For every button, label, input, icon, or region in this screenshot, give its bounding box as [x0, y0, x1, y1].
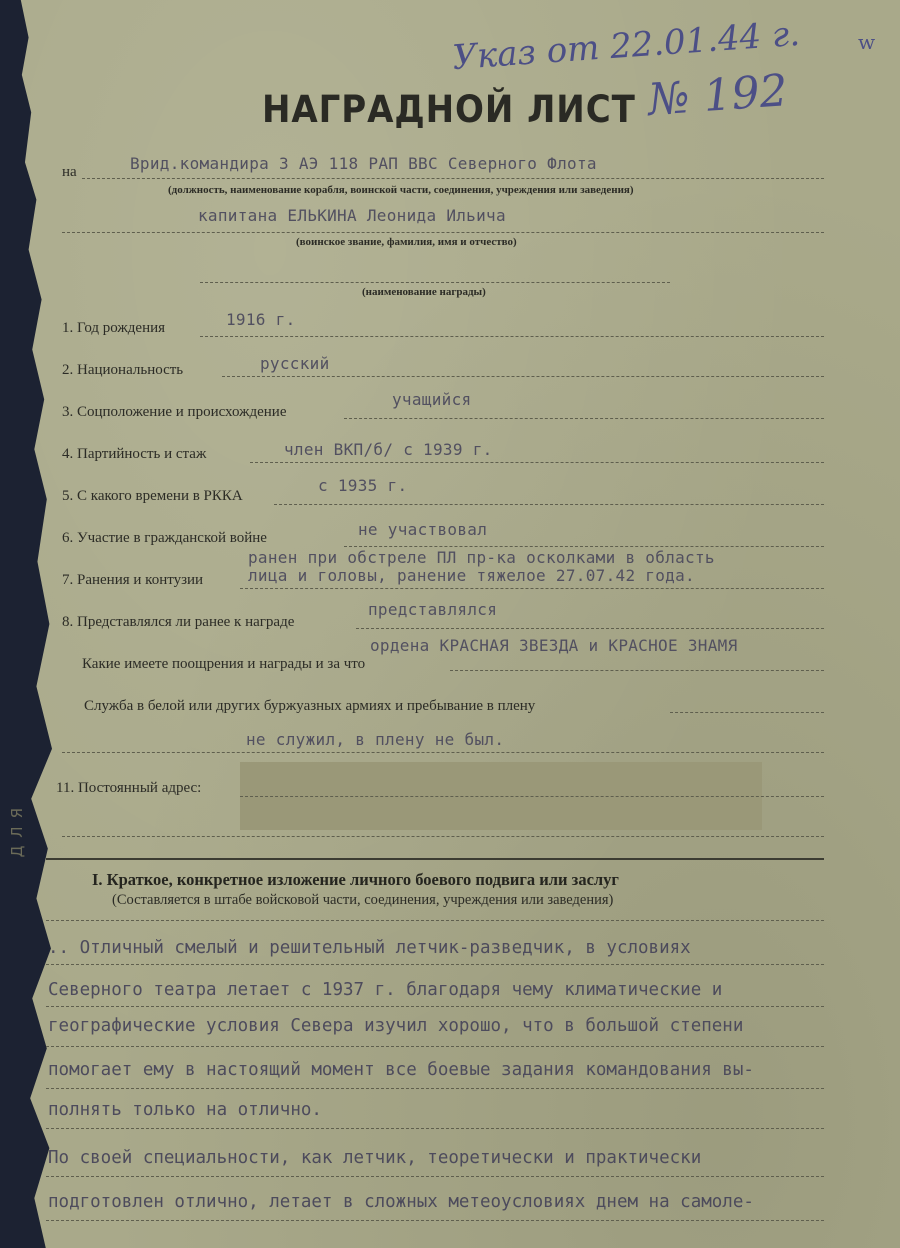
field-value-white-army: не служил, в плену не был.: [246, 730, 505, 749]
field-line: [450, 670, 824, 671]
field-value-civil-war: не участвовал: [358, 520, 488, 539]
field-value-wounds-line1: ранен при обстреле ПЛ пр-ка осколками в область: [248, 548, 715, 567]
position-line: [82, 178, 824, 179]
position-value: Врид.командира 3 АЭ 118 РАП ВВС Северного Флота: [130, 154, 597, 173]
section-title: I. Краткое, конкретное изложение личного боевого подвига или заслуг: [92, 870, 619, 889]
field-label-rkka: 5. С какого времени в РККА: [62, 488, 243, 504]
field-label-birth-year: 1. Год рождения: [62, 320, 166, 336]
field-value-birth-year: 1916 г.: [226, 310, 296, 329]
field-line: [250, 462, 824, 463]
field-label-social-origin: 3. Соцположение и происхождение: [62, 404, 287, 420]
handwritten-corner-mark: w: [858, 30, 876, 54]
field-label-awards: Какие имеете поощрения и награды и за что: [82, 656, 366, 672]
field-line: [344, 546, 824, 547]
narrative-line-6: По своей специальности, как летчик, теоретически и практически: [48, 1148, 702, 1168]
field-label-nationality: 2. Национальность: [62, 362, 184, 378]
field-label-white-army: Служба в белой или других буржуазных армиях и пребывание в плену: [84, 698, 536, 714]
narrative-rule: [46, 1006, 824, 1007]
section-divider: [46, 858, 824, 860]
field-label-previous-award: 8. Представлялся ли ранее к награде: [62, 614, 295, 630]
document-title: НАГРАДНОЙ ЛИСТ: [262, 88, 636, 131]
field-line: [274, 504, 824, 505]
margin-stamp: ДЛЯ: [8, 800, 26, 858]
position-caption: (должность, наименование корабля, воинской части, соединения, учреждения или заведения): [168, 184, 634, 196]
field-line: [240, 588, 824, 589]
handwritten-number: № 192: [646, 65, 790, 126]
field-line: [356, 628, 824, 629]
field-label-wounds: 7. Ранения и контузии: [62, 572, 204, 588]
narrative-rule: [46, 964, 824, 965]
name-value: капитана ЕЛЬКИНА Леонида Ильича: [198, 206, 506, 225]
narrative-rule: [46, 1128, 824, 1129]
field-label-party: 4. Партийность и стаж: [62, 446, 207, 462]
field-line: [222, 376, 824, 377]
field-line: [62, 752, 824, 753]
field-value-rkka: с 1935 г.: [318, 476, 408, 495]
narrative-line-3: географические условия Севера изучил хорошо, что в большой степени: [48, 1016, 744, 1036]
name-line: [62, 232, 824, 233]
field-value-party: член ВКП/б/ с 1939 г.: [284, 440, 493, 459]
section-line: [46, 920, 824, 921]
award-caption: (наименование награды): [362, 286, 486, 298]
field-line: [200, 336, 824, 337]
section-subtitle: (Составляется в штабе войсковой части, соединения, учреждения или заведения): [112, 892, 614, 908]
field-label-address: 11. Постоянный адрес:: [56, 780, 202, 796]
field-value-nationality: русский: [260, 354, 330, 373]
name-caption: (воинское звание, фамилия, имя и отчество): [296, 236, 517, 248]
field-line: [62, 836, 824, 837]
field-value-social-origin: учащийся: [392, 390, 472, 409]
narrative-line-4: помогает ему в настоящий момент все боевые задания командования вы-: [48, 1060, 754, 1080]
handwritten-decree: Указ от 22.01.44 г.: [451, 13, 802, 79]
narrative-line-7: подготовлен отлично, летает в сложных метеоусловиях днем на самоле-: [48, 1192, 754, 1212]
field-value-wounds-line2: лица и головы, ранение тяжелое 27.07.42 года.: [248, 566, 695, 585]
field-line: [670, 712, 824, 713]
narrative-rule: [46, 1088, 824, 1089]
narrative-line-2: Северного театра летает с 1937 г. благодаря чему климатические и: [48, 980, 723, 1000]
field-label-civil-war: 6. Участие в гражданской войне: [62, 530, 267, 546]
narrative-line-1: .. Отличный смелый и решительный летчик-разведчик, в условиях: [48, 938, 691, 958]
narrative-rule: [46, 1046, 824, 1047]
narrative-rule: [46, 1176, 824, 1177]
field-value-previous-award: представлялся: [368, 600, 498, 619]
award-line: [200, 282, 670, 283]
narrative-line-5: полнять только на отлично.: [48, 1100, 322, 1120]
field-line: [344, 418, 824, 419]
field-value-awards: ордена КРАСНАЯ ЗВЕЗДА и КРАСНОЕ ЗНАМЯ: [370, 636, 738, 655]
narrative-rule: [46, 1220, 824, 1221]
field-line: [240, 796, 824, 797]
na-label: на: [62, 164, 77, 180]
